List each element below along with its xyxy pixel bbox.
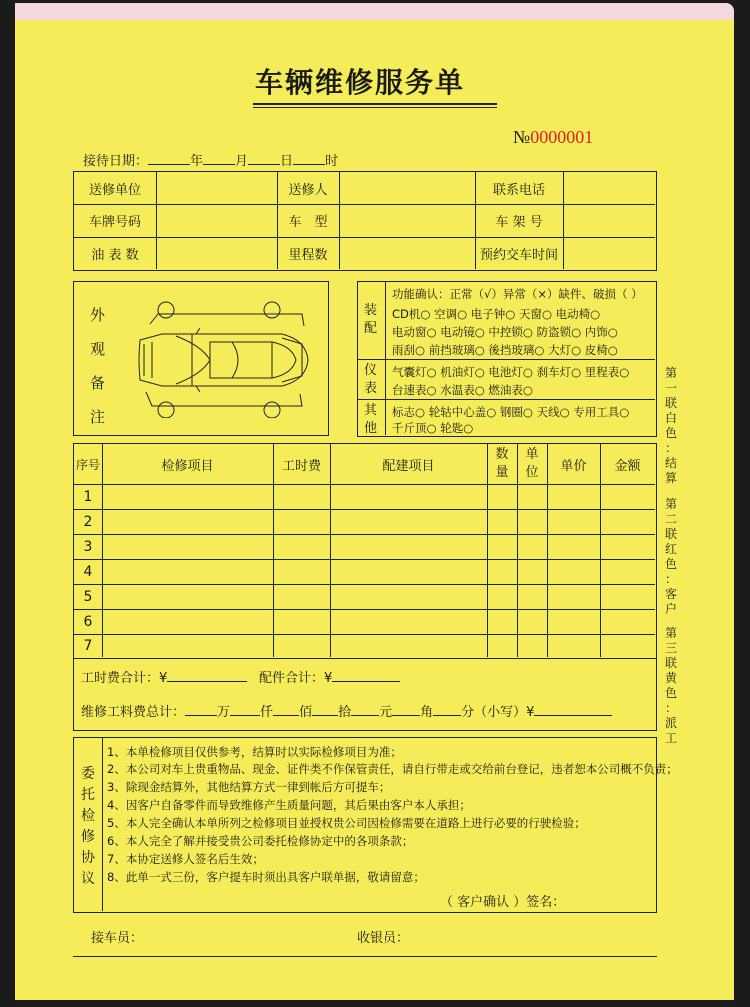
col-header-no: 序号 [75,457,100,472]
repair-items-table [73,443,657,659]
col-header-price: 单价 [560,458,587,474]
col-header-amount: 金额 [614,458,641,474]
equipment-check-box [357,281,657,437]
label-model: 车 型 [288,215,328,230]
month-label: 月 [235,154,249,169]
equipment-line-8: 千斤顶○ 轮匙○ [392,421,474,435]
equipment-line-6: 台速表○ 水温表○ 燃油表○ [392,383,533,397]
row-number-3: 3 [83,538,93,555]
label-phone: 联系电话 [492,182,545,198]
label-mileage: 里程数 [288,247,328,263]
label-delivery-time: 预约交车时间 [479,247,558,263]
footer-rule [73,956,657,957]
serial-symbol: № [513,127,531,147]
grand-total-label: 维修工料费总计： [81,705,186,720]
row-number-5: 5 [83,588,93,605]
labor-total-label: 工时费合计：¥ [81,671,168,686]
appearance-notes-box [73,281,329,436]
label-vin: 车 架 号 [495,215,543,230]
serial-digits: 0000001 [530,127,594,147]
equipment-line-5: 气囊灯○ 机油灯○ 电池灯○ 刹车灯○ 里程表○ [392,365,630,379]
agreement-item-6: 6、本人完全了解并接受贵公司委托检修协定中的各项条款； [107,834,414,848]
service-agreement-box [73,737,678,913]
col-header-unit: 单位 [525,447,539,480]
equipment-label-other: 其 他 [364,403,378,436]
car-diagram [132,296,312,418]
agreement-item-3: 3、除现金结算外，其他结算方式一律到帐后方可提车； [107,780,391,794]
agreement-item-2: 2、本公司对车上贵重物品、现金、证件类不作保管责任，请自行带走或交给前台登记，违者恕本公司概不负责； [107,762,678,776]
labor-total-line [81,668,247,687]
receiver-label: 接车员： [91,931,144,946]
label-plate: 车牌号码 [88,215,141,230]
agreement-label: 委 托 检 修 协 议 [81,766,95,887]
equipment-label-fittings: 装 配 [364,303,378,336]
parts-total-line [259,668,400,687]
label-sender: 送修人 [288,182,328,198]
equipment-line-4: 雨刮○ 前挡玻璃○ 後挡玻璃○ 大灯○ 皮椅○ [392,343,618,357]
agreement-item-1: 1、本单检修项目仅供参考，结算时以实际检修项目为准； [107,745,402,759]
side-note-white-copy: 第 一 联 白 色 ： 结 算 [665,366,678,485]
customer-signature-label: （ 客户确认 ）签名： [440,895,566,910]
equipment-line-2: CD机○ 空调○ 电子钟○ 天窗○ 电动椅○ [392,307,601,321]
grand-total-line: 维修工料费总计： 万 仟 佰 拾 元 角 分（小写）¥ [81,702,612,721]
form-title: 车辆维修服务单 [255,66,466,99]
side-note-yellow-copy: 第 三 联 黄 色 ： 派 工 [665,626,678,745]
date-label: 接待日期： [83,154,149,169]
customer-info-table [73,171,657,271]
title-underline [253,103,497,105]
parts-total-label: 配件合计：¥ [259,671,333,686]
col-header-labor: 工时费 [281,458,321,474]
row-number-6: 6 [83,613,93,630]
col-header-qty: 数量 [495,447,509,480]
row-number-4: 4 [83,563,93,580]
equipment-line-1: 功能确认：正常（√）异常（×）缺件、破损（ ） [392,287,643,301]
equipment-line-3: 电动窗○ 电动镜○ 中控锁○ 防盗锁○ 内饰○ [392,325,618,339]
col-header-parts: 配建项目 [382,458,435,474]
agreement-item-5: 5、本人完全确认本单所列之检修项目並授权贵公司因检修需要在道路上进行必要的行驶检验； [107,816,586,830]
service-form-sheet [15,20,734,1000]
day-label: 日 [280,154,294,169]
agreement-item-8: 8、此单一式三份，客户提车时须出具客户联单据，敬请留意； [107,870,425,884]
label-sender-unit: 送修单位 [88,182,141,198]
serial-number [513,126,593,148]
agreement-item-7: 7、本协定送修人签名后生效； [107,852,264,866]
year-label: 年 [190,154,204,169]
equipment-label-instruments: 仪 表 [364,363,378,396]
row-number-2: 2 [83,513,93,530]
row-number-7: 7 [83,637,93,654]
agreement-item-4: 4、因客户自备零件而导致维修产生质量问题，其后果由客户本人承担； [107,798,471,812]
appearance-label: 外 观 备 注 [90,306,106,426]
title-underline-2 [253,107,497,108]
side-note-red-copy: 第 二 联 红 色 ： 客 户 [665,497,678,616]
col-header-item: 检修项目 [161,458,214,474]
hour-label: 时 [325,154,339,169]
row-number-1: 1 [83,488,93,505]
label-fuel: 油 表 数 [91,247,139,263]
cashier-label: 收银员： [357,931,410,946]
equipment-line-7: 标志○ 轮轱中心盖○ 钢圈○ 天线○ 专用工具○ [392,405,630,419]
date-line [83,151,338,170]
